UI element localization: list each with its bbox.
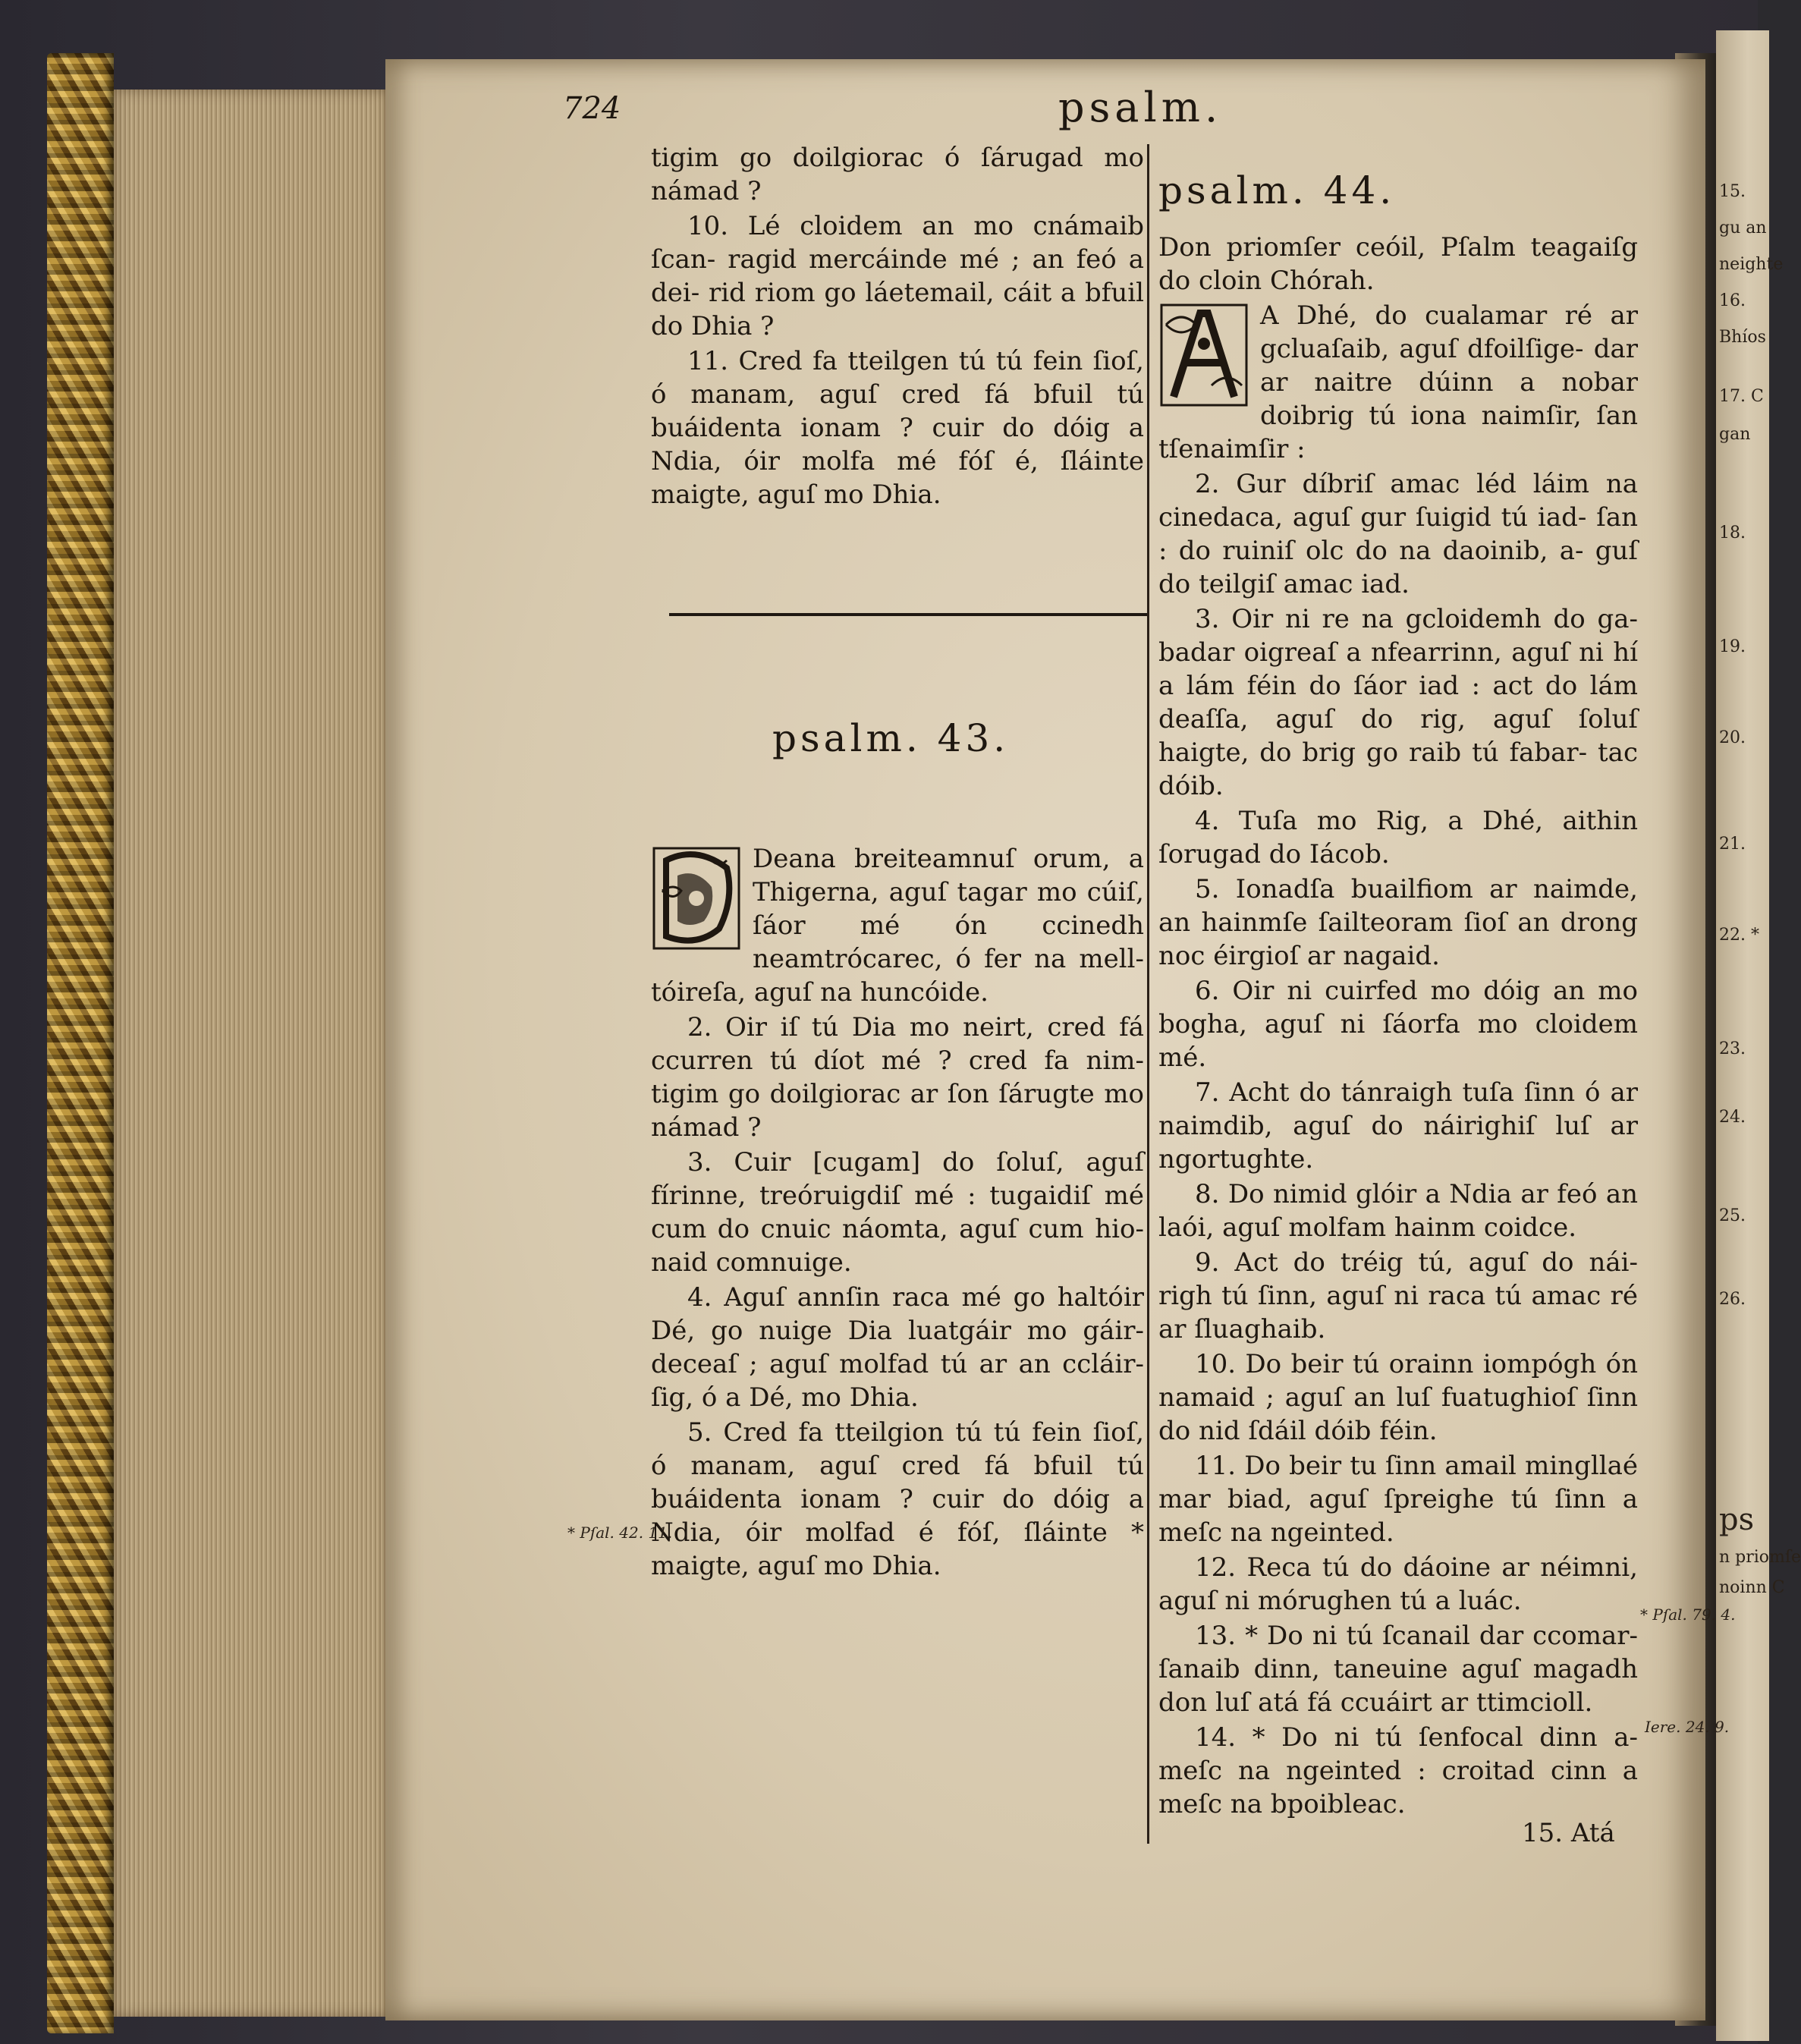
running-head: psalm. <box>1058 83 1223 131</box>
verse: 6. Oir ni cuirfed mo dóig an mo bogha, aguſ ni ſáorfa mo cloidem mé. <box>1158 976 1638 1073</box>
verse: 14. * Do ni tú ſenfocal dinn a- meſc na ngeinted : croitad cinn a meſc na bpoibleac. <box>1158 1722 1638 1819</box>
facing-fragment: 17. C <box>1719 387 1764 406</box>
verse: 5. Cred fa tteilgion tú tú fein ſioſ, ó manam, aguſ cred fá bfuil tú buáidenta ionam ? cuir do dóig a Ndia, óir molfad é fóſ, ſláinte * maigte, aguſ mo Dhia. <box>651 1417 1144 1581</box>
verse: 9. Act do tréig tú, aguſ do nái- righ tú ſinn, aguſ ni raca tú amac ré ar ſluaghaib. <box>1158 1247 1638 1344</box>
verse-continuation: tigim go doilgiorac ó ſárugad mo námad ? <box>651 143 1144 206</box>
verse: 3. Cuir [cugam] do ſoluſ, aguſ fírinne, treóruigdiſ mé : tugaidiſ mé cum do cnuic náomta, aguſ cum hio- naid comnuige. <box>651 1147 1144 1278</box>
facing-fragment: neighte <box>1719 255 1784 274</box>
column-rule <box>1147 144 1149 1844</box>
left-column-continuation <box>651 141 1144 513</box>
facing-fragment: Bhíos <box>1719 328 1766 347</box>
margin-reference: Iere. 24. 9. <box>1645 1718 1730 1736</box>
psalm-44-text <box>1158 231 1638 1822</box>
facing-fragment: 26. <box>1719 1290 1746 1309</box>
verse: A Dhé, do cualamar ré ar gcluaſaib, aguſ dfoilſige- dar ar naitre dúinn a nobar doibrig tú iona naimſir, ſan tſenaimſir : <box>1158 300 1638 464</box>
facing-fragment: 22. * <box>1719 926 1759 945</box>
verse: 11. Do beir tu ſinn amail mingllaé mar biad, aguſ ſpreighe tú ſinn a meſc na ngeinted. <box>1158 1451 1638 1548</box>
verse: 4. Tuſa mo Rig, a Dhé, aithin ſorugad do Iácob. <box>1158 806 1638 869</box>
verse: 12. Reca tú do dáoine ar néimni, aguſ ni mórughen tú a luác. <box>1158 1552 1638 1616</box>
psalm-44-heading: psalm. 44. <box>1158 168 1396 212</box>
psalm-separator-rule <box>669 613 1147 616</box>
facing-fragment: n priomſe <box>1719 1548 1801 1567</box>
margin-reference: * Pſal. 79. 4. <box>1640 1605 1736 1624</box>
facing-fragment: 18. <box>1719 524 1746 542</box>
verse: 3. Oir ni re na gcloidemh do ga- badar oigreaſ a nfearrinn, aguſ ni hí a lám féin do ſáor iad : act do lám deaſſa, aguſ do rig, aguſ ſoluſ haigte, do brig go raib tú fabar- tac dóib. <box>1158 604 1638 801</box>
facing-fragment: 20. <box>1719 728 1746 747</box>
facing-fragment: 19. <box>1719 637 1746 656</box>
verse: 8. Do nimid glóir a Ndia ar feó an laói, aguſ molfam hainm coidce. <box>1158 1179 1638 1243</box>
verse: 5. Ionadſa buailfiom ar naimde, an hainmſe ſailteoram ſioſ an drong noc éirgioſ ar nagaid. <box>1158 874 1638 971</box>
verse: 7. Acht do tánraigh tuſa ſinn ó ar naimdib, aguſ do náirighiſ luſ ar ngortughte. <box>1158 1077 1638 1175</box>
verse: 10. Lé cloidem an mo cnámaib ſcan- ragid mercáinde mé ; an feó a dei- rid riom go láetemail, cáit a bfuil do Dhia ? <box>651 211 1144 341</box>
page-number: 724 <box>563 91 621 126</box>
facing-fragment: 24. <box>1719 1108 1746 1127</box>
ornamental-initial-icon <box>651 845 742 951</box>
facing-fragment: ps <box>1719 1502 1755 1537</box>
psalm-43-heading: psalm. 43. <box>772 716 1010 760</box>
ornamental-initial-icon <box>1158 302 1249 408</box>
facing-page-fragment <box>1716 30 1801 2041</box>
facing-fragment: 25. <box>1719 1206 1746 1225</box>
facing-fragment: 21. <box>1719 835 1746 854</box>
facing-fragment: gu an <box>1719 219 1767 237</box>
catchword: 15. Atá <box>1522 1818 1615 1848</box>
facing-fragment: 15. <box>1719 182 1746 201</box>
facing-fragment: noinn C <box>1719 1578 1785 1597</box>
facing-fragment: 23. <box>1719 1039 1746 1058</box>
page-edges <box>114 90 388 2017</box>
verse: 11. Cred fa tteilgen tú tú fein ſioſ, ó manam, aguſ cred fá bfuil tú buáidenta ionam ? cuir do dóig a Ndia, óir molfa mé fóſ é, ſláinte maigte, aguſ mo Dhia. <box>651 346 1144 510</box>
verse: 4. Aguſ annſin raca mé go haltóir Dé, go nuige Dia luatgáir mo gáir- deceaſ ; aguſ molfad tú ar an ccláir- ſig, ó a Dé, mo Dhia. <box>651 1282 1144 1413</box>
margin-reference: * Pſal. 42. 11. <box>567 1524 673 1542</box>
psalm-subtitle: Don priomſer ceóil, Pſalm teagaiſg do cloin Chórah. <box>1158 232 1638 296</box>
verse: Deana breiteamnuſ orum, a Thigerna, aguſ tagar mo cúiſ, ſáor mé ón ccinedh neamtrócarec, ó fer na mell- tóireſa, aguſ na huncóide. <box>651 844 1144 1008</box>
facing-fragment: gan <box>1719 425 1751 444</box>
psalm-43-text <box>651 842 1144 1584</box>
verse: 2. Gur díbriſ amac léd láim na cinedaca, aguſ gur ſuigid tú iad- ſan : do ruiniſ olc do na daoinib, a- guſ do teilgiſ amac iad. <box>1158 469 1638 599</box>
verse: 13. * Do ni tú ſcanail dar ccomar- ſanaib dinn, taneuine aguſ magadh don luſ atá fá ccuáirt ar ttimcioll. <box>1158 1621 1638 1718</box>
verse: 2. Oir iſ tú Dia mo neirt, cred fá ccurren tú díot mé ? cred fa nim- tigim go doilgiorac ar ſon ſárugte mo námad ? <box>651 1012 1144 1143</box>
gilt-binding-edge <box>47 53 114 2033</box>
verse: 10. Do beir tú orainn iompógh ón namaid ; aguſ an luſ fuatughioſ ſinn do nid ſdáil dóib féin. <box>1158 1349 1638 1446</box>
facing-fragment: 16. <box>1719 291 1746 310</box>
